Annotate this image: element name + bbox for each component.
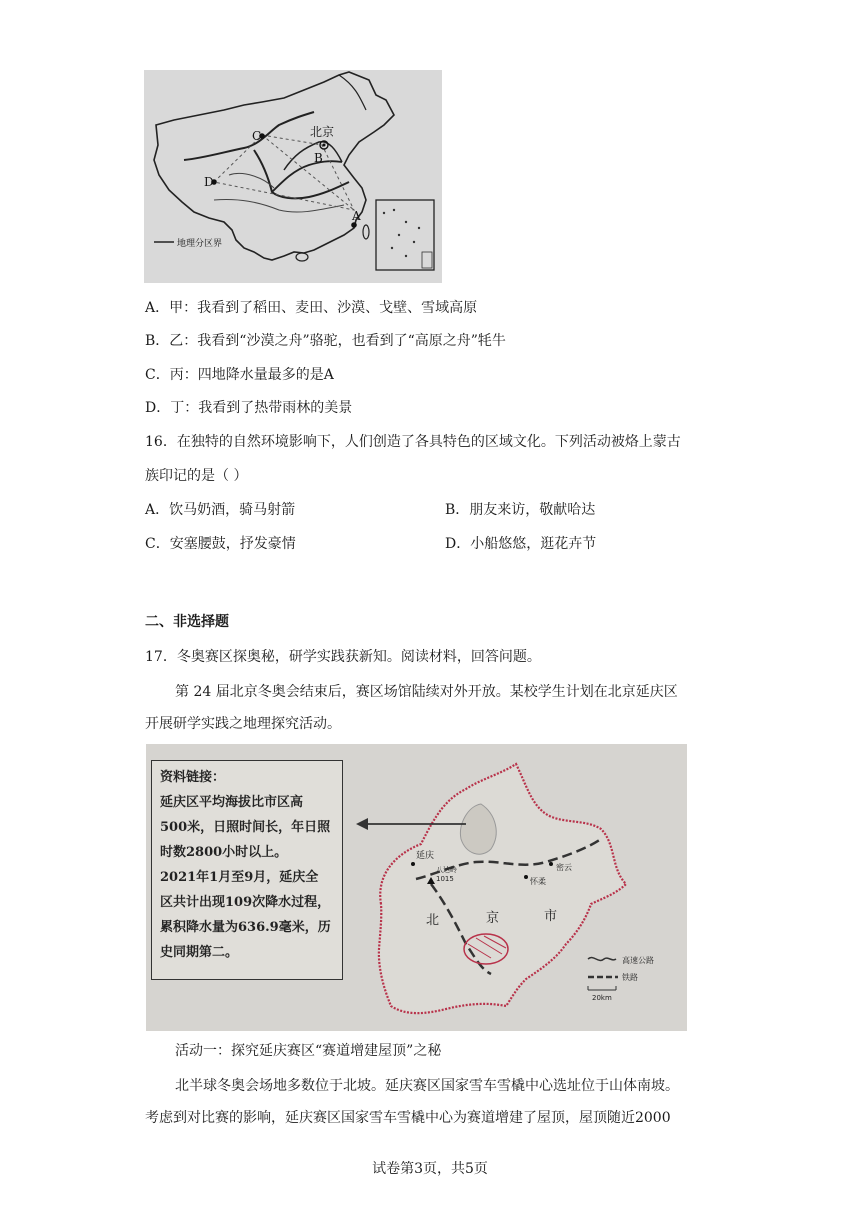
q15-option-a: A．甲：我看到了稻田、麦田、沙漠、戈壁、雪域高原	[145, 300, 478, 316]
label-shi: 市	[544, 909, 558, 924]
note-line: 时数2800小时以上。	[160, 845, 288, 860]
legend-scale: 20km	[592, 994, 612, 1002]
note-line: 资料链接：	[160, 770, 226, 785]
label-elevation: 1015	[436, 875, 454, 883]
data-link-note	[151, 760, 343, 980]
legend-highway: 高速公路	[622, 956, 654, 965]
q16-option-c: C．安塞腰鼓，抒发豪情	[145, 536, 296, 552]
q16-option-d: D．小船悠悠，逛花卉节	[445, 536, 597, 552]
activity1-line2: 考虑到对比赛的影响，延庆赛区国家雪车雪橇中心为赛道增建了屋顶，屋顶随近2000	[145, 1110, 671, 1126]
note-line: 延庆区平均海拔比市区高	[160, 795, 304, 810]
label-bei: 北	[426, 913, 440, 928]
q17-stem: 17．冬奥赛区探奥秘，研学实践获新知。阅读材料，回答问题。	[145, 649, 541, 665]
label-yanqing: 延庆	[416, 851, 435, 861]
china-regions-map	[144, 70, 442, 283]
label-badaling: 八达岭	[436, 866, 457, 874]
q16-stem-line2: 族印记的是（ ）	[145, 468, 248, 484]
page-footer: 试卷第3页，共5页	[372, 1161, 488, 1177]
activity1-line1: 北半球冬奥会场地多数位于北坡。延庆赛区国家雪车雪橇中心选址位于山体南坡。	[175, 1078, 679, 1094]
label-huairou: 怀柔	[530, 877, 546, 886]
label-a: A	[352, 209, 361, 223]
label-d: D	[204, 175, 214, 189]
section2-title: 二、非选择题	[145, 614, 229, 630]
note-line: 区共计出现109次降水过程，	[160, 895, 331, 910]
note-line: 累积降水量为636.9毫米，历	[160, 920, 331, 935]
legend-railway: 铁路	[622, 973, 638, 982]
label-miyun: 密云	[556, 863, 572, 872]
q15-option-d: D．丁：我看到了热带雨林的美景	[145, 400, 353, 416]
label-c: C	[252, 129, 262, 143]
china-map-figure	[144, 70, 442, 283]
beijing-map-photo	[146, 744, 687, 1031]
note-line: 史同期第二。	[160, 945, 239, 960]
q17-para1-line2: 开展研学实践之地理探究活动。	[145, 716, 341, 732]
q15-option-b: B．乙：我看到“沙漠之舟”骆驼，也看到了“高原之舟”牦牛	[145, 333, 506, 349]
q17-para1-line1: 第 24 届北京冬奥会结束后，赛区场馆陆续对外开放。某校学生计划在北京延庆区	[175, 684, 678, 700]
q16-stem-line1: 16．在独特的自然环境影响下，人们创造了各具特色的区域文化。下列活动被烙上蒙古	[145, 434, 681, 450]
q16-option-a: A．饮马奶酒，骑马射箭	[145, 502, 296, 518]
q16-option-b: B．朋友来访，敬献哈达	[445, 502, 596, 518]
label-b: B	[314, 151, 323, 165]
activity1-title: 活动一：探究延庆赛区“赛道增建屋顶”之秘	[175, 1043, 442, 1059]
q15-option-c: C．丙：四地降水量最多的是A	[145, 367, 334, 383]
label-jing: 京	[486, 911, 500, 926]
note-line: 2021年1月至9月，延庆全	[160, 870, 319, 885]
map1-legend: 地理分区界	[177, 239, 223, 249]
note-line: 500米，日照时间长，年日照	[160, 820, 331, 835]
label-beijing: 北京	[310, 125, 335, 139]
